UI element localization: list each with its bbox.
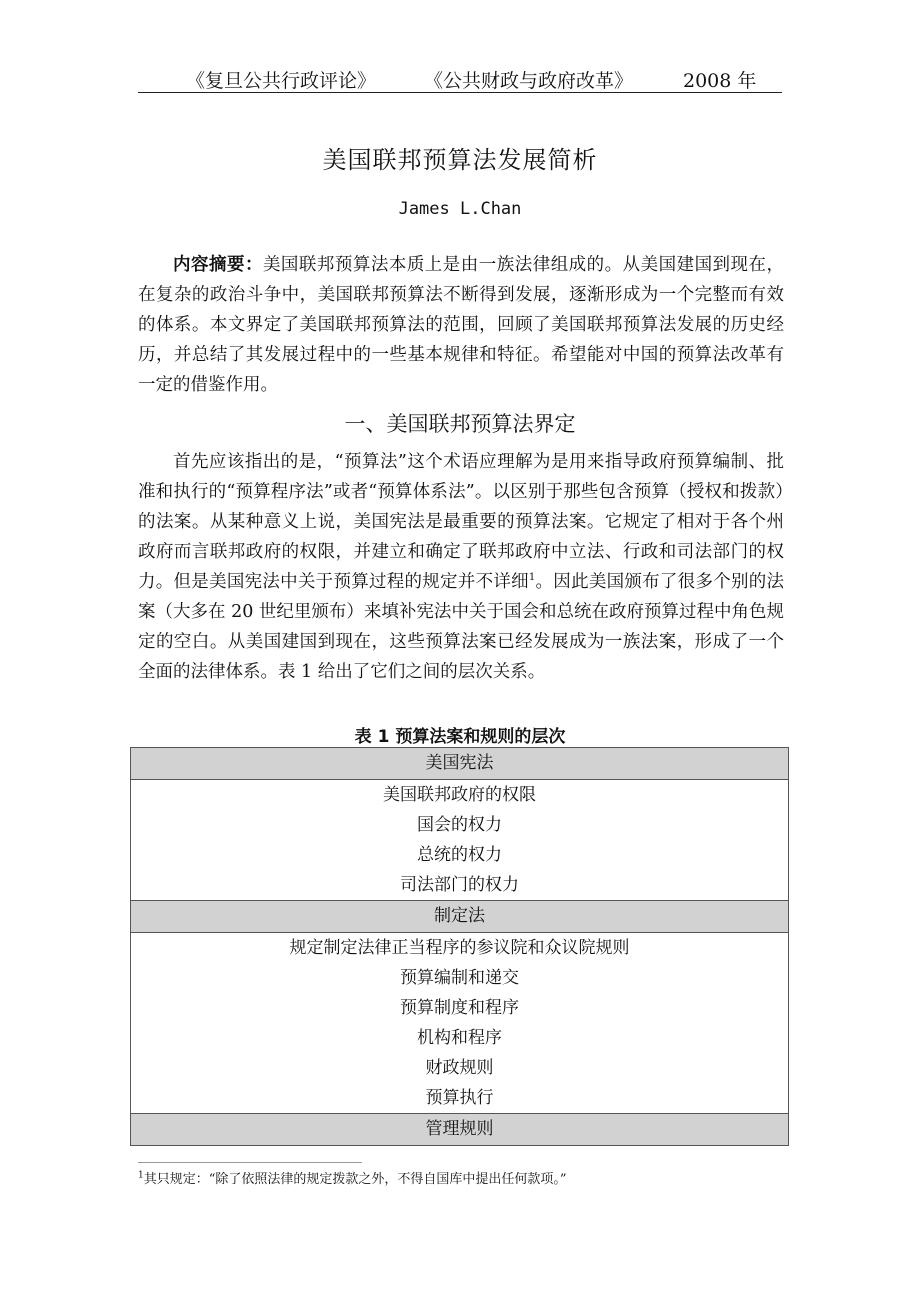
table-row: 总统的权力 (417, 845, 502, 865)
table-group-header: 美国宪法 (131, 748, 788, 780)
running-header (138, 64, 782, 93)
abstract-label: 内容摘要： (173, 255, 263, 275)
footnote-divider (138, 1162, 362, 1163)
body-paragraph (138, 447, 784, 687)
footnote-reference[interactable]: 1 (528, 572, 536, 584)
table-row: 司法部门的权力 (400, 875, 519, 895)
header-year: 2008 年 (683, 70, 757, 92)
body-text-part2: 。因此美国颁布了很多个别的法案（大多在 20 世纪里颁布）来填补宪法中关于国会和总统在政府预算过程中角色规定的空白。从美国建国到现在，这些预算法案已经发展成为一族法案，形成了一个全面的法律体系。表 1 给出了它们之间的层次关系。 (138, 572, 785, 682)
table-row: 机构和程序 (417, 1028, 502, 1048)
body-text-part1: 首先应该指出的是，“预算法”这个术语应理解为是用来指导政府预算编制、批准和执行的“预算程序法”或者“预算体系法”。以区别于那些包含预算（授权和拨款）的法案。从某种意义上说，美国宪法是最重要的预算法案。它规定了相对于各个州政府而言联邦政府的权限，并建立和确定了联邦政府中立法、行政和司法部门的权力。但是美国宪法中关于预算过程的规定并不详细 (138, 452, 784, 592)
abstract-paragraph (138, 250, 784, 400)
table-row: 国会的权力 (417, 815, 502, 835)
article-title: 美国联邦预算法发展简析 (322, 146, 598, 174)
article-author: James L.Chan (398, 199, 522, 219)
table-row: 预算制度和程序 (400, 998, 519, 1018)
table-group-header: 制定法 (131, 900, 788, 933)
hierarchy-table (130, 747, 789, 1146)
table-caption: 表 1 预算法案和规则的层次 (354, 727, 566, 747)
table-row: 规定制定法律正当程序的参议院和众议院规则 (289, 938, 630, 958)
table-row: 预算执行 (425, 1088, 494, 1108)
footnote-text: 其只规定：“除了依照法律的规定拨款之外，不得自国库中提出任何款项。” (143, 1172, 567, 1187)
header-issue-name: 《公共财政与政府改革》 (424, 70, 634, 92)
table-row: 财政规则 (425, 1058, 494, 1078)
header-journal-name: 《复旦公共行政评论》 (186, 70, 377, 92)
table-group-header: 管理规则 (131, 1113, 788, 1145)
table-row: 美国联邦政府的权限 (383, 785, 536, 805)
table-row: 预算编制和递交 (400, 968, 519, 988)
abstract-text: 美国联邦预算法本质上是由一族法律组成的。从美国建国到现在，在复杂的政治斗争中，美国联邦预算法不断得到发展，逐渐形成为一个完整而有效的体系。本文界定了美国联邦预算法的范围，回顾了美国联邦预算法发展的历史经历，并总结了其发展过程中的一些基本规律和特征。希望能对中国的预算法改革有一定的借鉴作用。 (138, 255, 785, 395)
section-heading: 一、美国联邦预算法界定 (344, 412, 576, 436)
footnote (138, 1170, 784, 1190)
footnote-marker: 1 (138, 1170, 144, 1181)
